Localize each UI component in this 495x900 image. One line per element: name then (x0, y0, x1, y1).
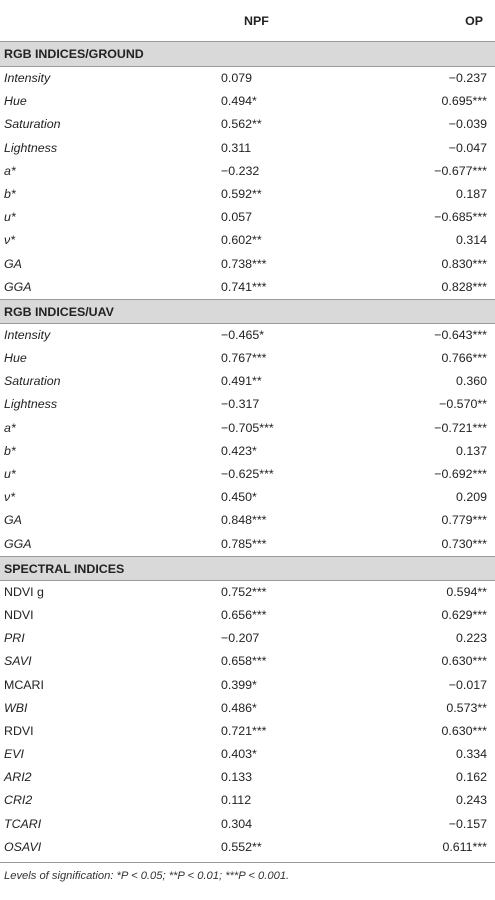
npf-value: 0.423* (221, 443, 257, 458)
index-name: GA (4, 256, 22, 271)
table-row (0, 137, 495, 160)
op-value: −0.047 (448, 140, 487, 155)
npf-value: 0.592** (221, 186, 262, 201)
op-value: −0.677*** (434, 163, 487, 178)
op-value: 0.779*** (441, 513, 487, 528)
table-row (0, 229, 495, 252)
table-row (0, 766, 495, 789)
table-row (0, 813, 495, 836)
index-name: OSAVI (4, 839, 42, 854)
op-value: 0.828*** (441, 279, 487, 294)
table-row (0, 581, 495, 604)
index-name: Hue (4, 94, 27, 109)
npf-value: −0.232 (221, 163, 260, 178)
index-name: RDVI (4, 723, 34, 738)
op-value: 0.594** (446, 584, 487, 599)
op-value: 0.573** (446, 700, 487, 715)
op-value: 0.137 (455, 443, 487, 458)
table-body (0, 42, 495, 859)
npf-value: 0.450* (221, 490, 257, 505)
table-row (0, 417, 495, 440)
npf-value: 0.562** (221, 117, 262, 132)
op-value: 0.223 (455, 631, 487, 646)
npf-value: 0.658*** (221, 654, 267, 669)
index-name: ARI2 (4, 770, 32, 785)
table-row (0, 509, 495, 532)
index-name: b* (4, 443, 16, 458)
index-name: Intensity (4, 71, 51, 85)
op-value: −0.017 (448, 677, 487, 692)
index-name: Lightness (4, 140, 58, 155)
op-value: 0.162 (455, 770, 487, 785)
section-title: RGB INDICES/UAV (4, 304, 114, 319)
npf-value: 0.848*** (221, 513, 267, 528)
npf-value: 0.057 (221, 210, 253, 225)
table-row (0, 113, 495, 136)
index-name: TCARI (4, 816, 42, 831)
index-name: GGA (4, 536, 32, 551)
op-value: −0.685*** (434, 210, 487, 225)
table-row (0, 533, 495, 556)
op-value: 0.830*** (441, 256, 487, 271)
index-name: Hue (4, 351, 27, 366)
op-value: 0.630*** (441, 723, 487, 738)
table-row (0, 324, 495, 347)
index-name: MCARI (4, 677, 44, 692)
index-name: GA (4, 513, 22, 528)
index-name: u* (4, 210, 16, 225)
npf-value: 0.304 (221, 816, 253, 831)
npf-value: −0.705*** (221, 420, 274, 435)
section-header (0, 556, 495, 581)
table-row (0, 276, 495, 299)
table-row (0, 347, 495, 370)
npf-value: −0.465* (221, 327, 265, 342)
npf-value: 0.399* (221, 677, 257, 692)
table-row (0, 206, 495, 229)
op-value: −0.157 (448, 816, 487, 831)
npf-value: 0.311 (221, 140, 252, 155)
op-value: 0.629*** (441, 607, 487, 622)
table-row (0, 627, 495, 650)
npf-value: −0.317 (221, 397, 260, 412)
table-row (0, 393, 495, 416)
op-value: −0.692*** (434, 467, 487, 481)
table-row (0, 370, 495, 393)
table-row (0, 463, 495, 486)
footnote: Levels of signification: *P < 0.05; **P < 0.01; ***P < 0.001. (4, 870, 290, 882)
npf-value: 0.656*** (221, 607, 267, 622)
section-header (0, 42, 495, 67)
table-row (0, 789, 495, 812)
index-name: NDVI (4, 607, 34, 622)
npf-value: 0.767*** (221, 351, 267, 366)
table-row (0, 486, 495, 509)
table-row (0, 650, 495, 673)
npf-value: 0.112 (221, 793, 252, 808)
op-value: −0.237 (448, 71, 487, 85)
op-value: 0.611*** (442, 839, 487, 854)
op-value: 0.314 (455, 233, 487, 248)
table-row (0, 674, 495, 697)
npf-value: 0.491** (221, 374, 262, 389)
npf-value: −0.207 (221, 631, 260, 646)
index-name: a* (4, 163, 16, 178)
table-bottom-rule (0, 862, 495, 863)
index-name: GGA (4, 279, 32, 294)
section-title: RGB INDICES/GROUND (4, 47, 144, 61)
table-row (0, 183, 495, 206)
npf-value: 0.741*** (221, 279, 267, 294)
op-value: 0.209 (455, 490, 487, 505)
npf-value: 0.486* (221, 700, 257, 715)
index-name: SAVI (4, 654, 32, 669)
table-row (0, 160, 495, 183)
op-value: −0.039 (448, 117, 487, 132)
index-name: Intensity (4, 327, 51, 342)
table-row (0, 90, 495, 113)
npf-value: 0.602** (221, 233, 262, 248)
op-value: 0.187 (455, 186, 487, 201)
table-row (0, 697, 495, 720)
npf-value: 0.133 (221, 770, 253, 785)
index-name: NDVI g (4, 584, 44, 599)
op-value: −0.570** (439, 397, 487, 412)
index-name: Saturation (4, 117, 61, 132)
index-name: u* (4, 467, 16, 481)
npf-value: 0.494* (221, 94, 257, 109)
section-title: SPECTRAL INDICES (4, 561, 125, 576)
op-value: 0.695*** (441, 94, 487, 109)
table-row (0, 67, 495, 90)
op-value: 0.243 (455, 793, 487, 808)
index-name: a* (4, 420, 16, 435)
header-op: OP (465, 14, 483, 28)
npf-value: 0.403* (221, 747, 257, 762)
index-name: Saturation (4, 374, 61, 389)
npf-value: 0.079 (221, 71, 253, 85)
table-header (0, 0, 495, 42)
op-value: 0.334 (455, 747, 487, 762)
table-row (0, 743, 495, 766)
npf-value: 0.738*** (221, 256, 267, 271)
header-npf: NPF (244, 14, 269, 28)
table-row (0, 440, 495, 463)
op-value: 0.766*** (441, 351, 487, 366)
index-name: Lightness (4, 397, 58, 412)
index-name: WBI (4, 700, 28, 715)
table-row (0, 253, 495, 276)
op-value: 0.630*** (441, 654, 487, 669)
npf-value: 0.752*** (221, 584, 267, 599)
npf-value: 0.552** (221, 839, 262, 854)
op-value: 0.360 (455, 374, 487, 389)
table-row (0, 720, 495, 743)
index-name: EVI (4, 747, 24, 762)
op-value: −0.643*** (434, 327, 487, 342)
index-name: CRI2 (4, 793, 33, 808)
index-name: ν* (4, 490, 16, 505)
table-row (0, 604, 495, 627)
npf-value: 0.785*** (221, 536, 267, 551)
op-value: −0.721*** (434, 420, 487, 435)
index-name: b* (4, 186, 16, 201)
index-name: ν* (4, 233, 16, 248)
section-header (0, 299, 495, 324)
index-name: PRI (4, 631, 25, 646)
op-value: 0.730*** (441, 536, 487, 551)
npf-value: 0.721*** (221, 723, 267, 738)
table-row (0, 836, 495, 859)
npf-value: −0.625*** (221, 467, 274, 481)
